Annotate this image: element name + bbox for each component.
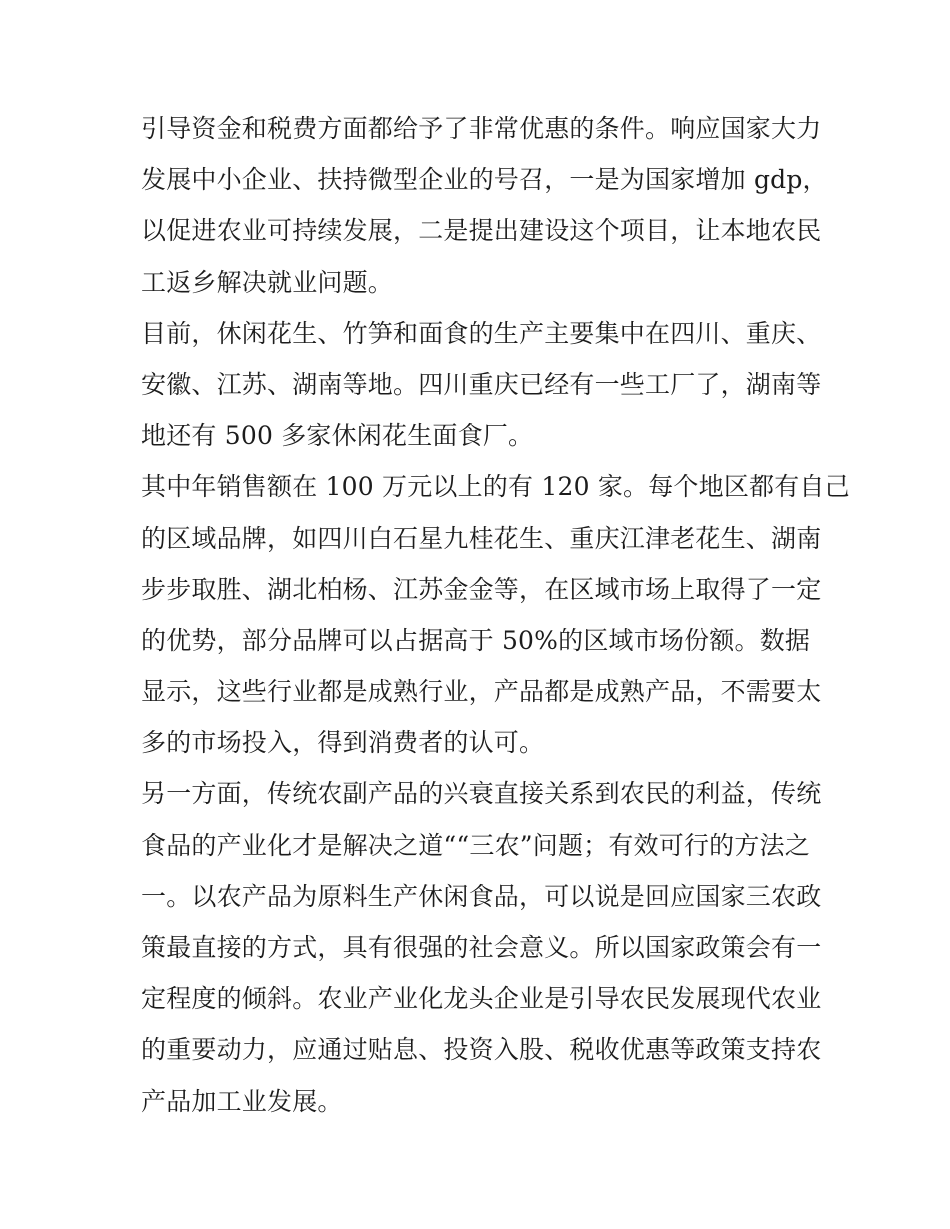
text-line: 定程度的倾斜。农业产业化龙头企业是引导农民发展现代农业 <box>141 984 822 1014</box>
paragraph-1 <box>141 103 828 308</box>
text-line: 的区域品牌，如四川白石星九桂花生、重庆江津老花生、湖南 <box>141 523 822 553</box>
text-line: 的优势，部分品牌可以占据高于 50%的区域市场份额。数据 <box>141 625 811 655</box>
text-line: 多的市场投入，得到消费者的认可。 <box>141 728 545 758</box>
paragraph-2 <box>141 308 822 462</box>
text-line: 策最直接的方式，具有很强的社会意义。所以国家政策会有一 <box>141 933 822 962</box>
paragraph-3 <box>141 461 850 768</box>
text-line: 目前，休闲花生、竹笋和面食的生产主要集中在四川、重庆、 <box>141 318 822 348</box>
text-line: 另一方面，传统农副产品的兴衰直接关系到农民的利益，传统 <box>141 779 822 809</box>
text-line: 以促进农业可持续发展，二是提出建设这个项目，让本地农民 <box>141 216 822 246</box>
text-line: 发展中小企业、扶持微型企业的号召，一是为国家增加 gdp， <box>141 165 828 195</box>
text-line: 地还有 500 多家休闲花生面食厂。 <box>141 421 534 451</box>
text-line: 工返乡解决就业问题。 <box>141 267 394 297</box>
text-line: 的重要动力，应通过贴息、投资入股、税收优惠等政策支持农 <box>141 1035 822 1065</box>
text-line: 其中年销售额在 100 万元以上的有 120 家。每个地区都有自己 <box>141 472 850 502</box>
text-line: 食品的产业化才是解决之道““三农”问题；有效可行的方法之 <box>141 830 810 860</box>
document-body <box>141 103 850 1127</box>
text-line: 一。以农产品为原料生产休闲食品，可以说是回应国家三农政 <box>141 881 822 911</box>
text-line: 显示，这些行业都是成熟行业，产品都是成熟产品，不需要太 <box>141 677 822 707</box>
paragraph-4 <box>141 768 822 1126</box>
text-line: 安徽、江苏、湖南等地。四川重庆已经有一些工厂了，湖南等 <box>141 369 822 399</box>
text-line: 产品加工业发展。 <box>141 1086 343 1116</box>
text-line: 步步取胜、湖北柏杨、江苏金金等，在区域市场上取得了一定 <box>141 574 822 604</box>
text-line: 引导资金和税费方面都给予了非常优惠的条件。响应国家大力 <box>141 114 822 143</box>
